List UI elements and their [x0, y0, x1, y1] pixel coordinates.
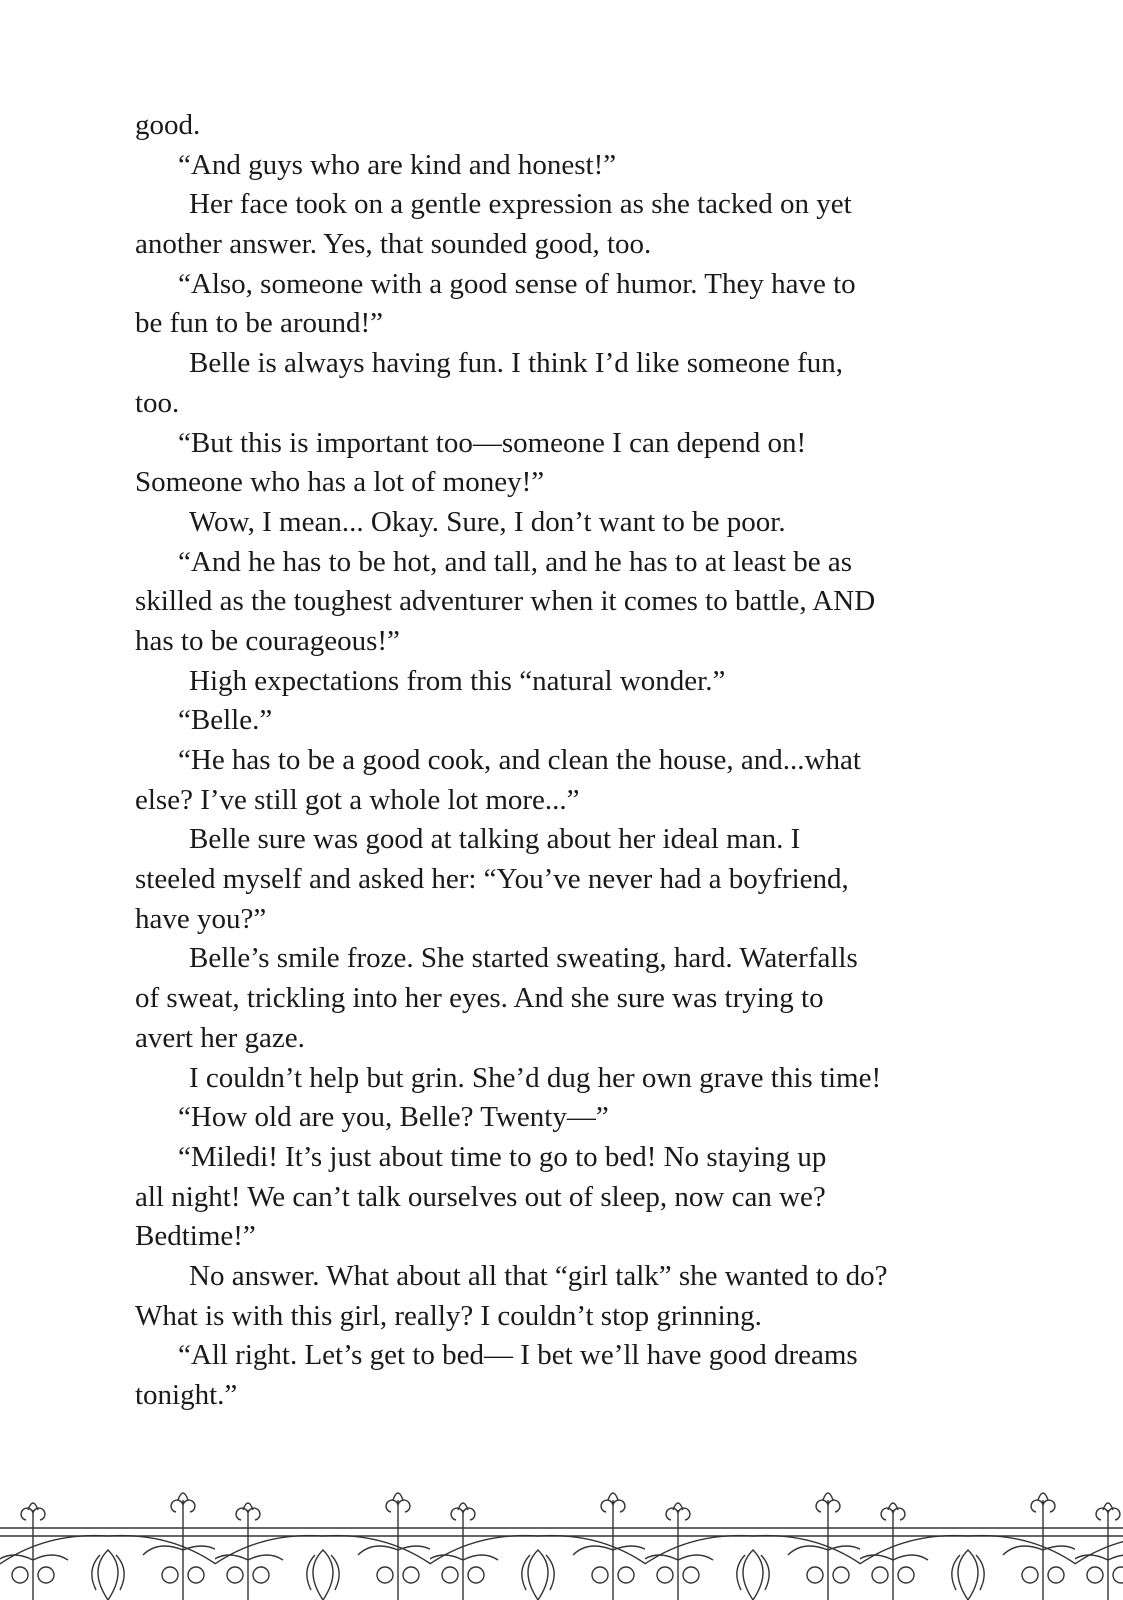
text-line: Wow, I mean... Okay. Sure, I don’t want to be poor.: [189, 505, 786, 538]
text-line: “Miledi! It’s just about time to go to bed! No staying up: [178, 1140, 827, 1173]
text-line: steeled myself and asked her: “You’ve never had a boyfriend,: [135, 863, 849, 896]
text-line: Belle is always having fun. I think I’d like someone fun,: [189, 347, 843, 380]
text-line: Bedtime!”: [135, 1220, 256, 1253]
text-line: be fun to be around!”: [135, 307, 384, 340]
ornamental-fence-border: [0, 1480, 1123, 1600]
text-line: tonight.”: [135, 1379, 238, 1411]
text-line: Someone who has a lot of money!”: [135, 466, 545, 499]
text-line: Her face took on a gentle expression as she tacked on yet: [189, 188, 852, 221]
text-line: of sweat, trickling into her eyes. And she sure was trying to: [135, 982, 824, 1015]
text-line: Belle sure was good at talking about her ideal man. I: [189, 823, 801, 856]
text-line: What is with this girl, really? I couldn’t stop grinning.: [135, 1299, 762, 1332]
text-line: skilled as the toughest adventurer when it comes to battle, AND: [135, 585, 876, 618]
text-line: all night! We can’t talk ourselves out of sleep, now can we?: [135, 1180, 826, 1213]
page-body-text: [135, 106, 1035, 1416]
text-line: have you?”: [135, 902, 267, 935]
text-line: No answer. What about all that “girl talk” she wanted to do?: [189, 1259, 888, 1292]
text-line: “But this is important too—someone I can depend on!: [178, 426, 807, 459]
text-line: else? I’ve still got a whole lot more...”: [135, 783, 580, 816]
text-line: “And guys who are kind and honest!”: [178, 148, 617, 181]
text-line: “Belle.”: [178, 704, 273, 737]
text-line: good.: [135, 109, 201, 141]
text-line: Belle’s smile froze. She started sweating, hard. Waterfalls: [189, 942, 858, 975]
text-line: another answer. Yes, that sounded good, too.: [135, 228, 652, 261]
text-line: has to be courageous!”: [135, 624, 400, 657]
text-line: “He has to be a good cook, and clean the house, and...what: [178, 744, 861, 776]
text-line: “And he has to be hot, and tall, and he has to at least be as: [178, 545, 853, 578]
text-line: “Also, someone with a good sense of humor. They have to: [178, 267, 856, 300]
text-line: “How old are you, Belle? Twenty—”: [178, 1101, 609, 1134]
text-line: High expectations from this “natural wonder.”: [189, 664, 726, 697]
text-line: too.: [135, 386, 180, 419]
text-line: avert her gaze.: [135, 1021, 305, 1054]
text-line: “All right. Let’s get to bed— I bet we’ll have good dreams: [178, 1339, 858, 1372]
text-line: I couldn’t help but grin. She’d dug her own grave this time!: [189, 1061, 882, 1094]
